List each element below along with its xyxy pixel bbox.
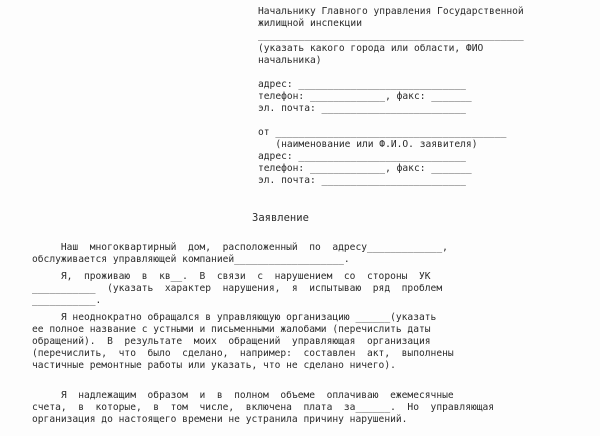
header-line-13: адрес: _____________________________ [258, 151, 466, 162]
body-line-13: организация до настоящего времени не устранила причину нарушений. [32, 414, 408, 425]
body-line-11: Я надлежащим образом и в полном объеме оплачиваю ежемесячные [32, 390, 454, 401]
body-line-2: обслуживается управляющей компанией___________________. [32, 254, 350, 265]
body-line-8: обращений). В результате моих обращений управляющая организация [32, 336, 431, 347]
body-line-9: (перечислить, что было сделано, например: составлен акт, выполнены [32, 348, 454, 359]
header-line-3: ______________________________________________ [258, 30, 524, 41]
body-line-4: ___________ (указать характер нарушения, я испытываю ряд проблем [32, 283, 443, 294]
body-line-12: счета, в которые, в том числе, включена плата за______. Но управляющая [32, 402, 495, 413]
header-line-14: телефон: _____________, факс: _______ [258, 163, 472, 174]
header-line-9: эл. почта: _________________________ [258, 103, 466, 114]
body-line-1: Наш многоквартирный дом, расположенный по адресу_____________, [32, 242, 448, 253]
header-line-1: Начальнику Главного управления Государственной [258, 6, 524, 17]
header-line-7: адрес: _____________________________ [258, 79, 466, 90]
body-line-3: Я, проживаю в кв__. В связи с нарушением со стороны УК [32, 271, 431, 282]
document-title: Заявление [252, 212, 309, 224]
header-line-4: (указать какого города или области, ФИО [258, 43, 484, 54]
header-line-15: эл. почта: _________________________ [258, 175, 466, 186]
body-line-10: частичные ремонтные работы или указать, что не сделано ничего). [32, 360, 396, 371]
header-line-2: жилищной инспекции [258, 18, 362, 29]
body-line-5: ___________. [32, 295, 102, 306]
header-line-12: (наименование или Ф.И.О. заявителя) [258, 139, 478, 150]
header-line-5: начальника) [258, 55, 322, 66]
header-line-8: телефон: _____________, факс: _______ [258, 91, 472, 102]
body-line-6: Я неоднократно обращался в управляющую организацию ______(указать [32, 312, 437, 323]
body-line-7: ее полное название с устными и письменными жалобами (перечислить даты [32, 324, 431, 335]
header-line-11: от ________________________________________ [258, 127, 507, 138]
